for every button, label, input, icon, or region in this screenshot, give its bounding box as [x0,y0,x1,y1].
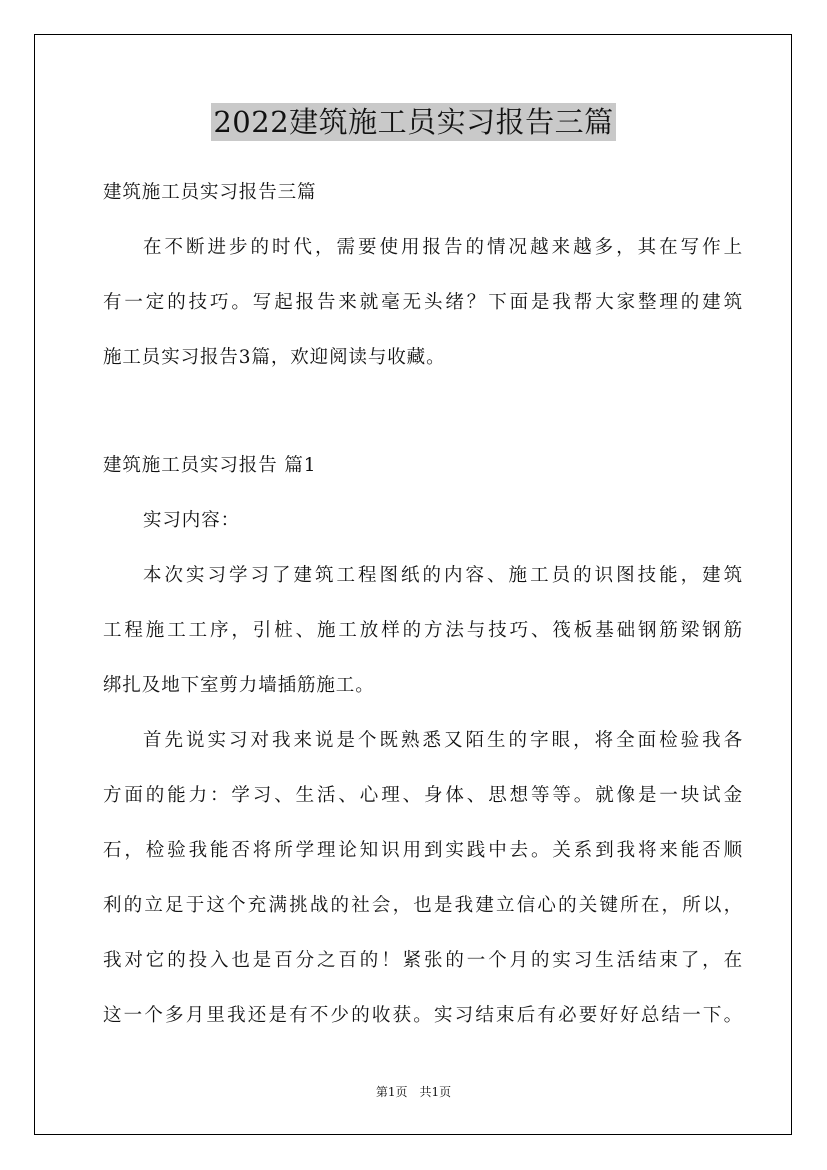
paragraph2-line-2: 方面的能力：学习、生活、心理、身体、思想等等。就像是一块试金 [103,785,743,806]
paragraph1-line-2: 工程施工工序，引桩、施工放样的方法与技巧、筏板基础钢筋梁钢筋 [103,620,743,641]
intro-line-3: 施工员实习报告3篇，欢迎阅读与收藏。 [103,347,446,368]
title-container [0,103,827,141]
paragraph1-line-1: 本次实习学习了建筑工程图纸的内容、施工员的识图技能，建筑 [143,565,743,586]
paragraph2-line-5: 我对它的投入也是百分之百的！紧张的一个月的实习生活结束了，在 [103,950,743,971]
content-label: 实习内容： [143,510,241,531]
paragraph2-line-3: 石，检验我能否将所学理论知识用到实践中去。关系到我将来能否顺 [103,840,743,861]
paragraph2-line-6: 这一个多月里我还是有不少的收获。实习结束后有必要好好总结一下。 [103,1005,743,1026]
document-subtitle: 建筑施工员实习报告三篇 [103,182,317,203]
paragraph2-line-1: 首先说实习对我来说是个既熟悉又陌生的字眼，将全面检验我各 [143,730,743,751]
paragraph1-line-3: 绑扎及地下室剪力墙插筋施工。 [103,675,375,696]
intro-line-2: 有一定的技巧。写起报告来就毫无头绪？下面是我帮大家整理的建筑 [103,292,743,313]
intro-line-1: 在不断进步的时代，需要使用报告的情况越来越多，其在写作上 [143,237,743,258]
section-heading: 建筑施工员实习报告 篇1 [103,455,317,476]
paragraph2-line-4: 利的立足于这个充满挑战的社会，也是我建立信心的关键所在，所以， [103,895,743,916]
document-title: 2022建筑施工员实习报告三篇 [213,105,614,139]
page-footer: 第1页 共1页 [375,1085,452,1099]
